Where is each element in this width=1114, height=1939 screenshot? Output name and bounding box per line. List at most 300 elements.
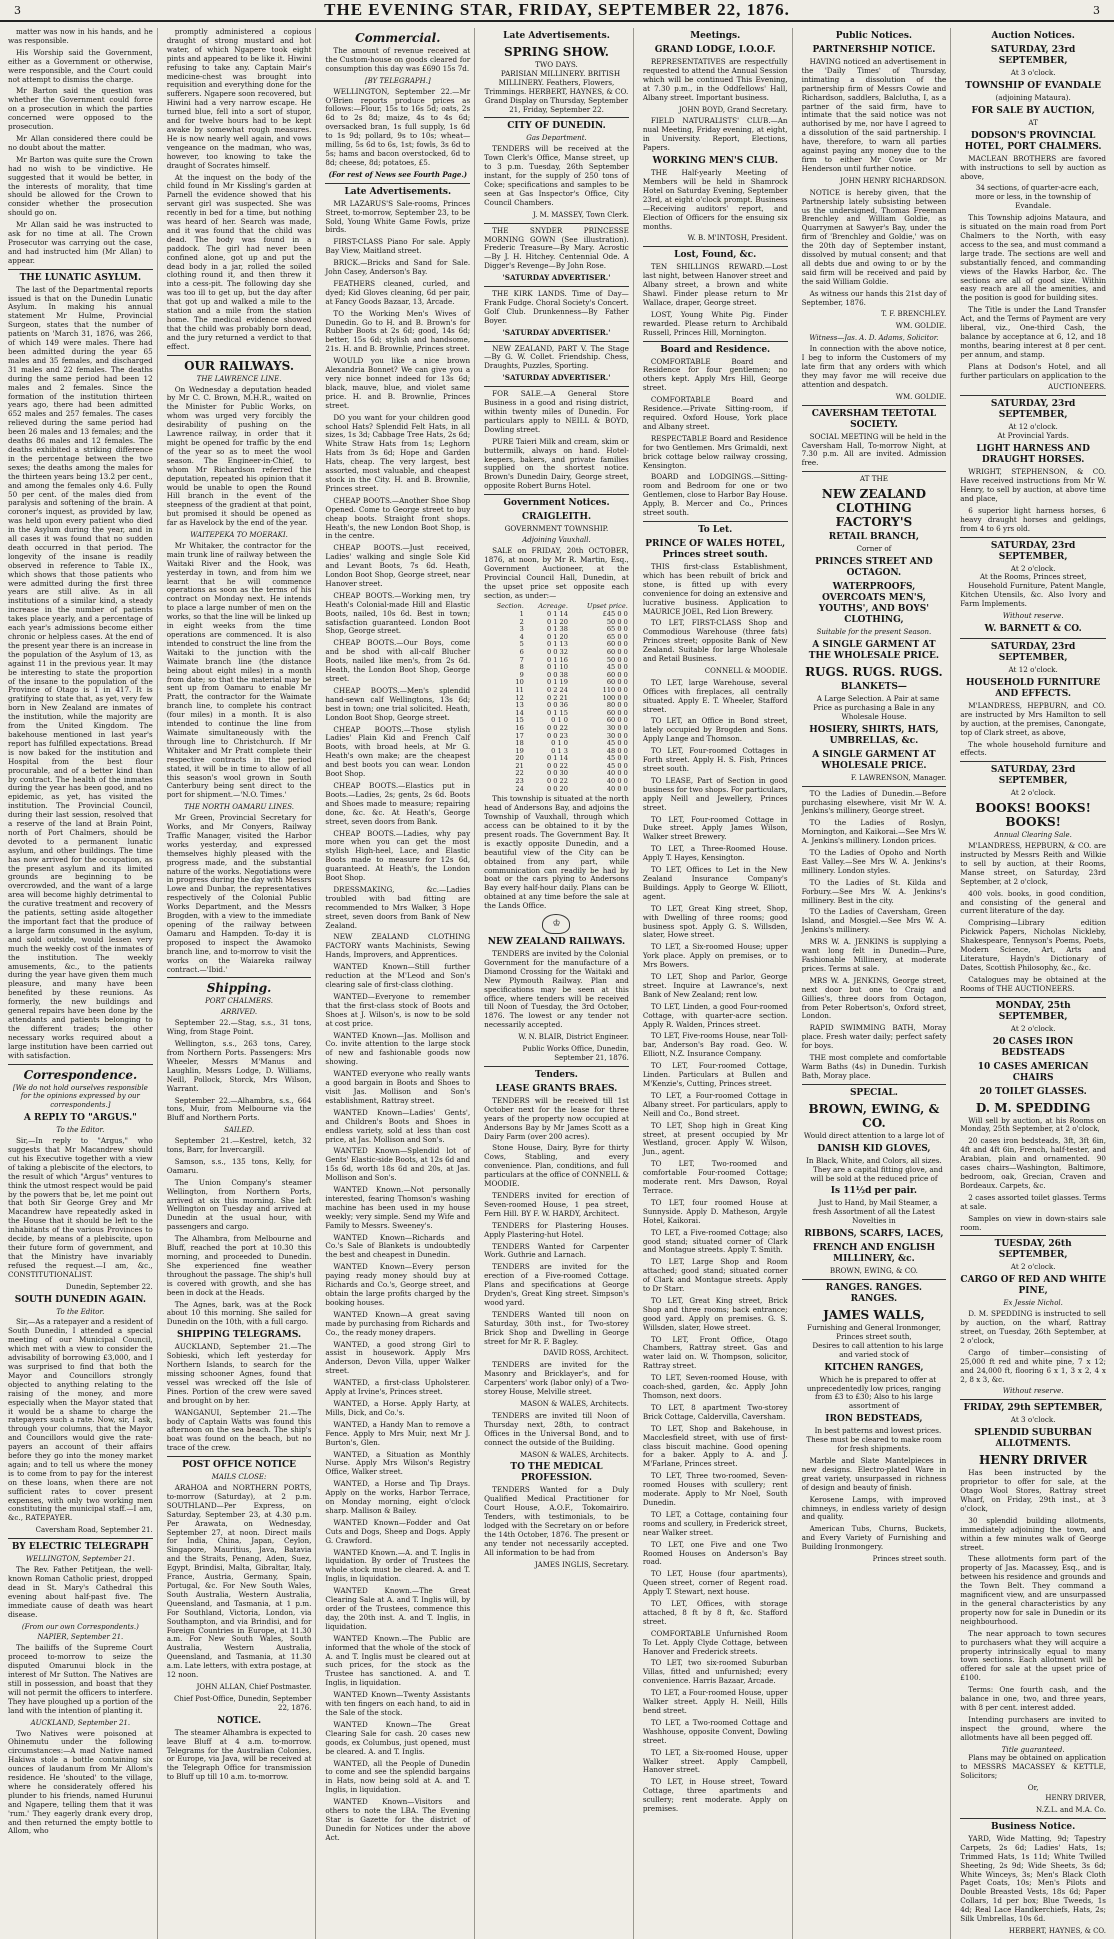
- table-cell: 8: [519, 663, 524, 672]
- subheading: THE LAWRENCE LINE.: [196, 374, 282, 383]
- divider: [8, 1538, 153, 1539]
- ad-time: At 2 o'clock.: [1010, 788, 1056, 798]
- to-let-ad: TO LET, Three two-roomed, Seven-roomed Houses with scullery; rent moderate. Apply to Mr Noel, South Dunedin.: [642, 1471, 788, 1507]
- classified-ad: WANTED, a Horse. Apply Harty, at Mills, Dick, and Co.'s.: [325, 1398, 471, 1417]
- to-let-ad: TO LET, House (four apartments), Queen street, corner of Regent road. Apply T. Stewart, next house.: [642, 1569, 788, 1597]
- table-cell: 23: [515, 777, 524, 786]
- table-cell: 6: [519, 647, 524, 656]
- columns: [4, 27, 1110, 1935]
- ad-text: TENDERS are invited for the Masonry and Bricklayer's, and for Carpenters' work (labor only) of a Two-storey House, Melville street.: [484, 1360, 629, 1397]
- subheading: PORT CHALMERS.: [205, 997, 274, 1006]
- ad-heading: FRENCH AND ENGLISH MILLINERY, &c.: [812, 1243, 936, 1265]
- masthead: [0, 0, 1114, 22]
- divider: [802, 1084, 947, 1085]
- signature: AUCTIONEERS.: [1048, 383, 1106, 392]
- classified-ad: FEATHERS cleaned, curled, and dyed; Kid Gloves cleaning, 6d per pair, at Fancy Goods Bazaar, 13, Arcade.: [325, 278, 471, 306]
- ad-heading: SPECIAL.: [849, 1087, 898, 1098]
- to-let-ad: TO LET, Linden, a good Four-roomed Cottage, with quarter-acre section. Apply R. Walden, Princes street.: [642, 1001, 788, 1029]
- ad-footer: 'SATURDAY ADVERTISER.': [502, 373, 611, 383]
- section-heading: Late Advertisements.: [344, 186, 452, 197]
- table-cell: 40 0 0: [606, 777, 628, 786]
- section-heading: THE LUNATIC ASYLUM.: [19, 272, 142, 283]
- signature: Princes street south.: [872, 1555, 947, 1564]
- classified-ad: WANTED Known—The Great Clearing Sale for cash. 20 cases new goods, ex Columbus, just opened, must be cleared. A. and T. Inglis.: [325, 1719, 471, 1756]
- classified-ad: CHEAP BOOTS.—Working men, try Heath's Colonial-made Hill and Elastic Boots, nailed, 10s 6d. Best in town; satisfaction guaranteed. London Boot Shop, George street.: [325, 590, 471, 636]
- subheading: MAILS CLOSE:: [211, 1473, 267, 1482]
- ad-heading: 20 TOILET GLASSES.: [979, 1086, 1087, 1097]
- signature: DAVID ROSS, Architect.: [543, 1349, 629, 1358]
- paragraph: Sir,—In reply to "Argus," who suggests that Mr Macandrew should cut his Executive together with a view of taking a plebiscite of the electors, to the result of which "Argus" ventures to think the utmost respect would be paid by the powers that be, let me point out that both Sir George Grey and Mr Macandrew have repeatedly asked in the House that it should be left to the inhabitants of the various Provinces to decide, by means of a plebiscite, upon their future form of government, and that the Ministry have invariably refused the request.—I am, &c., CONSTITUTIONALIST.: [8, 1136, 153, 1279]
- ad-time: At 2 o'clock.: [1010, 563, 1056, 573]
- ad-time: At 2 o'clock.: [1010, 1023, 1056, 1033]
- divider: [960, 761, 1106, 762]
- to-let-ad: TO LET, Large Shop and Room attached; good stand; situated corner of Clark and Montague streets. Apply to Dr Starr.: [642, 1257, 788, 1294]
- divider: [325, 183, 470, 184]
- table-cell: 9: [519, 670, 524, 679]
- ad-text: Household Furniture, Patent Mangle, Kitchen Utensils, &c. Also Ivory and Farm Implements.: [960, 581, 1106, 609]
- table-cell: 0 1 19: [546, 678, 568, 687]
- column-1: [4, 28, 158, 1939]
- ad-heading: TOWNSHIP OF EVANDALE: [965, 80, 1101, 91]
- ad-text: Terms: One fourth cash, and the balance in one, two, and three years, with 8 per cent. interest added.: [960, 1685, 1106, 1712]
- ad-text: AT THE: [859, 474, 889, 484]
- section-heading: Shipping.: [206, 981, 272, 996]
- ad-subheading: Gas Department.: [526, 134, 587, 143]
- divider: [484, 341, 629, 342]
- ad-text: SOCIAL MEETING will be held in the Caversham Hall, To-morrow Night, at 7.30 p.m. All are invited. Admission free.: [801, 431, 947, 468]
- ad-heading: CARGO OF RED AND WHITE PINE,: [960, 1275, 1106, 1297]
- to-let-ad: TO LET, Offices to Let in the New Zealand Insurance Company's Buildings. Apply to George W. Elliott, agent.: [642, 865, 788, 901]
- to-let-ad: COMFORTABLE Unfurnished Room To Let. Apply Clyde Cottage, between Hanover and Frederick streets.: [642, 1628, 788, 1656]
- divider: [960, 395, 1106, 396]
- ad-date: FRIDAY, 29th SEPTEMBER,: [963, 1403, 1103, 1414]
- ad-text: The whole household furniture and effects.: [960, 739, 1106, 758]
- ad-text: WRIGHT, STEPHENSON, & CO. Have received instructions from Mr W. Henry, to sell by auction, at above time and place,: [960, 467, 1106, 503]
- ad-text: 20 cases iron bedsteads, 3ft, 3ft 6in, 4ft and 4ft 6in, French, half-tester, and Arabian, plain and ornamented. 90 cases chairs—Washington, Baltimore, bedroom, oak, Grecian, Craven and Bordeaux. Carpets, &c.: [960, 1136, 1106, 1190]
- ad-text: Will sell by auction, at his Rooms on Monday, 25th September, at 2 o'clock,: [960, 1115, 1106, 1134]
- table-cell: 3: [519, 625, 524, 634]
- ad-heading: IRON BEDSTEADS,: [825, 1414, 923, 1425]
- ad-text: Comprising—Library edition Pickwick Papers, Nicholas Nickleby, Shakespeare, Tennyson's Poems, Poets, Modern Science, Art, Arts and Literature, Haydn's Dictionary of Dates, Scottish Philosophy, &c., &c.: [960, 918, 1106, 972]
- to-let-ad: TO LET, a Cottage, containing four rooms and scullery, in Frederick street, near Walker street.: [642, 1509, 788, 1537]
- paragraph: Mr Green, Provincial Secretary for Works, and Mr Conyers, Railway Traffic Manager, visited the Harbor works yesterday, and expressed themselves highly pleased with the progress made, and the substantial nature of the works. Negotiations were in progress during the day with Messrs Lowe and Dunbar, the representatives respectively of the Colonial Public Works Department, and the Messrs Brogden, with a view to the immediate opening of the railway between Oamaru and Hampden. To-day it is proposed to inspect the Awamoko branch line, and to-morrow to visit the works on the Waiareka railway contract.—'Ibid.': [166, 813, 312, 974]
- signature: JAMES INGLIS, Secretary.: [534, 1560, 629, 1569]
- ad-heading: SPLENDID SUBURBAN ALLOTMENTS.: [974, 1428, 1092, 1450]
- paragraph: matter was now in his hands, and he was responsible.: [8, 27, 153, 45]
- signature: F. LAWRENSON, Manager.: [850, 773, 947, 782]
- ad-time: At 12 o'clock.: [1008, 664, 1058, 674]
- classified-ad: WANTED Known—Ladies' Gents', and Children's Boots and Shoes in endless variety, sold at less than cost price, at Jas. Mollison and Son's.: [325, 1107, 471, 1144]
- signature: JOHN ALLAN, Chief Postmaster.: [196, 1682, 312, 1691]
- divider: [484, 223, 629, 224]
- classified-ad: CHEAP BOOTS.—Elastics put in Boots.—Ladies, 2s; gents, 2s 6d. Boots and Shoes made to measure; repairing done, &c. &c. At Heath's, George street, seven doors from Bank.: [325, 780, 471, 826]
- table-cell: 60 0 0: [606, 647, 628, 656]
- section-heading: Commercial.: [355, 31, 441, 45]
- ad-text: In connection with the above notice, I beg to inform the Customers of my late firm that any orders with which they may favor me will receive due attention and despatch.: [801, 344, 947, 389]
- table-cell: 45 0 0: [606, 663, 628, 672]
- classified-ad: FIRST-CLASS Piano For sale. Apply Bay View, Maitland street.: [325, 237, 471, 256]
- to-let-ad: TO LET, Seven-roomed House, with coach-shed, garden, &c. Apply John Thomson, next doors.: [642, 1373, 788, 1400]
- ad-text: TO the Ladies of Caversham, Green Island, and Mosgiel.—See Mrs W. A. Jenkins's millinery.: [801, 907, 947, 935]
- ad-text: Furnishing and General Ironmonger, Princes street south,: [806, 1323, 941, 1341]
- classified-ad: WANTED, all the People of Dunedin to come and see the splendid bargains in Hats, now being sold at A. and T. Inglis, in liquidation.: [325, 1758, 471, 1795]
- ad-text: Samples on view in down-stairs sale room.: [960, 1213, 1106, 1232]
- table-cell: 45 0 0: [606, 761, 628, 770]
- to-let-ad: TO LET, Offices, with storage attached, 8 ft by 8 ft, &c. Stafford street.: [642, 1599, 788, 1626]
- table-cell: 0 0 22: [546, 777, 568, 786]
- classified-ad: WANTED Known—Every person paying ready money should buy at Richards and Co.'s, George street, and obtain the large profits charged by the booking houses.: [325, 1262, 471, 1307]
- ad-location: At Provincial Yards.: [997, 431, 1069, 441]
- ad-text: TO LET, FIRST-CLASS Shop and Commodious Warehouse (three fats) Princes street; opposite Bank of New Zealand. Suitable for large Wholesale and Retail Business.: [642, 618, 788, 664]
- paragraph: Wellington, s.s., 263 tons, Carey, from Northern Ports. Passengers: Mrs Wheeler, Messrs M'Manus and Laughlin, Messrs Lodge, D. Williams, Neill, Pollock, Storck, Mrs Wilson, Warrant.: [166, 1039, 312, 1093]
- divider: [802, 1279, 947, 1280]
- table-body: [484, 611, 629, 793]
- divider: [484, 117, 629, 118]
- ad-text: 6 superior light harness horses, 6 heavy draught horses and geldings, from 4 to 6 yrs old.: [960, 505, 1106, 533]
- classified-ad: DO you want for your children good school Hats? Splendid Felt Hats, in all sizes, 1s 3d; Cabbage Tree Hats, 2s 6d; White Straw Hats from 1s; Leghorn Hats from 3s 6d; Hope and Garden Hats, cheap. The very largest, best assorted, most valuable, and cheapest stock in the City. H. and B. Brownlie, Princes street.: [325, 412, 471, 493]
- letter-date: Dunedin, September 22.: [65, 1282, 153, 1291]
- ad-text: COMFORTABLE Board and Residence for four gentlemen; no others kept. Apply Mrs Hill, George street.: [642, 356, 788, 393]
- ad-heading: KITCHEN RANGES,: [824, 1362, 924, 1373]
- ad-text: Which he is prepared to offer at unprecedentedly low prices, ranging from £3 to £30; Also to his large assortment of: [806, 1374, 941, 1411]
- section-heading: Correspondence.: [23, 1067, 138, 1082]
- paragraph: Sir,—As a ratepayer and a resident of South Dunedin, I attended a special meeting of our Municipal Council, which met with a view to consider the advisability of borrowing £3,000, and I was surprised to find that both the Mayor and Councillors strongly objected to anything relating to the raising of the money, and more especially when the Mayor stated that it would be a shame to charge the ratepayers such a rate. Now, sir, I ask, through your columns, that the Mayor and Councillors would give the rate-payers an account of their affairs before they go into the money market again; and to tell us where the money is to come from to pay for the interest on these loans, when there are not sufficient rates to cover present expenses, with only two working men constituting the municipal staff.—I am, &c., RATEPAYER.: [8, 1317, 153, 1523]
- column-7: [956, 28, 1110, 1939]
- table-cell: 65 0 0: [606, 625, 628, 634]
- signature: JOHN BOYD, Grand Secretary.: [678, 105, 788, 114]
- signature: WM. GOLDIE.: [895, 322, 947, 331]
- divider: [960, 537, 1106, 538]
- signature: W. N. BLAIR, District Engineer.: [518, 1033, 629, 1042]
- section-heading: Auction Notices.: [991, 31, 1075, 41]
- classified-ad: BRICK.—Bricks and Sand for Sale. John Casey, Anderson's Bay.: [325, 258, 471, 277]
- ad-text: PURE Taieri Milk and cream, skim or buttermilk, always on hand. Hotel-keepers, bakers, and private families supplied on the shortest notice. Brown's Dunedin Dairy, George street, opposite Robert Burns Hotel.: [484, 436, 629, 491]
- table-cell: 0 1 20: [546, 617, 568, 626]
- section-heading: Lost, Found, &c.: [674, 250, 757, 261]
- ad-text: TO the Ladies of Roslyn, Mornington, and Kaikorai.—See Mrs W. A. Jenkins's millinery. London prices.: [801, 818, 947, 846]
- classified-ad: WANTED Known—Visitors and others to note the LBA. The Evening Star is Gazette for the district of Dunedin for Notices under the above Act.: [325, 1797, 471, 1842]
- signature: W. B. M'INTOSH, President.: [687, 234, 788, 243]
- ad-heading: TO THE MEDICAL PROFESSION.: [510, 1462, 603, 1484]
- subheading: WAITEPEKA TO MOERAKI.: [190, 531, 288, 540]
- table-header-cell: Section.: [496, 602, 524, 611]
- to-let-ad: TO LET, Shop high in Great King street, at present occupied by Mr Westland, grocer. Apply W. Wilson, Jun., agent.: [642, 1120, 788, 1157]
- divider: [8, 1064, 153, 1065]
- ad-text: TENDERS Wanted for a Duly Qualified Medical Practitioner for Court House, A.O.F., Tokomairiro. Tenders, with testimonials, to be lodged with the Secretary on or before the 14th October, 1876. The present or any tender not necessarily accepted. All information to be had from: [484, 1485, 629, 1557]
- to-let-ad: TO LET, a Six-roomed House; upper York place. Apply on premises, or to Mrs Bowers.: [642, 942, 788, 970]
- ad-text: NOTICE is hereby given, that the Partnership lately subsisting between us the undersigned, Thomas Freeman Brenchley and William Goldie, as Quarrymen at Sawyer's Bay, under the firm of 'Brenchley and Goldie,' was on the 20th day of September instant, dissolved by mutual consent; and that all debts due and owing to or by the said firm will be received and paid by the said William Goldie.: [801, 187, 947, 286]
- ad-date: TUESDAY, 26th SEPTEMBER,: [994, 1239, 1072, 1261]
- ad-heading: WORKING MEN'S CLUB.: [652, 156, 778, 167]
- table-cell: 100 0 0: [602, 693, 628, 702]
- ad-date: SATURDAY, 23rd SEPTEMBER,: [990, 765, 1076, 787]
- table-cell: 0 0 20: [546, 784, 568, 793]
- table-cell: 0 1 13: [546, 640, 568, 649]
- ad-text: Title guaranteed.: [1001, 1744, 1065, 1754]
- table-cell: 80 0 0: [606, 701, 628, 710]
- ad-heading: HOSIERY, SHIRTS, HATS, UMBRELLAS, &c.: [809, 724, 939, 746]
- divider: [960, 1399, 1106, 1400]
- to-let-ad: TO LET, one Five and one Two Roomed Houses on Anderson's Bay road.: [642, 1539, 788, 1567]
- ad-text: In Black, White, and Colors, all sizes.: [806, 1155, 942, 1165]
- to-let-ad: TO LET, a Four-roomed Cottage in Albany street. For particulars, apply to Neill and Co., Bond street.: [642, 1090, 788, 1118]
- paragraph: The last of the Departmental reports issued is that on the Dunedin Lunatic Asylum. In making his annual statement Mr Hulme, Provincial Surgeon, states that the number of patients on 'March 31, 1876, was 266, of which 149 were males. There had been admitted during the year 65 males and 35 females, and discharged 31 males and 22 females. The deaths during the same period had been 12 males and 2 females. Since the formation of the institution thirteen years ago, there had been admitted 652 males and 257 females. The cases relieved during the same period had been 26 males and 13 females; and the deaths 86 males and 12 females. The deaths exhibited a striking difference in the percentage between the two sexes; the deaths among the males for the thirteen years being 13.2 per cent., and among the females only 4.6. Fully 50 per cent. of the males died from paralysis and softening of the brain. A coroner's inquest, as provided by law, was held upon every patient who died in the Asylum during the year, and in all cases it was found that no sudden death occurred in that period. The longevity of the insane is readily observed in reference to Table IX., which shows that those patients who were admitted during the first three years are still alive. As in all institutions of a similar kind, a steady increase in the number of patients takes place yearly, and a percentage of each year's admissions become either chronic or helpless cases. At the end of the present year there is an increase in the population of the Asylum of 13, as against 11 in the previous year. It may be interesting to state the proportion of the insane to the population of the Province of Otago is 1 in 417. It is gratifying to state that, as yet, very few born in New Zealand are inmates of the institution, while the majority are from the United Kingdom. The bakehouse mentioned in last year's report has fulfilled expectations. Bread is now baked for the institution and Hospital from the best flour procurable, and of a better kind than by contract. The health of the inmates during the year has been good, and no epidemic, as yet, has visited the institution. The Provincial Council, during their last session, resolved that a reserve of the land at Brain Point, north of Port Chalmers, should be devoted to a permanent lunatic asylum, and other buildings. The time has now arrived for the occupation, as the present asylum and its limited grounds are beginning to be overcrowded, and the want of a large area will become highly detrimental to the curative treatment and recovery of the patients, setting aside altogether the important fact that the produce of a large farm consumed in the asylum, and sold outside, would lessen very much the weekly cost of the inmates of the institution. The weekly amusements, &c., to the patients during the year have given them much pleasure, and many have been benefited by these reunions. As formerly, the new buildings and general repairs have been done by the attendants and patients belonging to the different trades; the other necessary works required about a large institution have been carried out with satisfaction.: [8, 284, 153, 1060]
- classified-ad: WANTED Known—Jas. Mollison and Co. invite attention to the large stock of new and fashionable goods now showing.: [325, 1030, 471, 1067]
- ad-text: HAVING noticed an advertisement in the 'Daily Times' of Thursday, intimating a dissolution of the partnership firm of Messrs Cowie and Richardson, saddlers, Balclutha, I, as a partner of the said firm, have to intimate that the said notice was not authorised by me, nor have I agreed to a dissolution of the said partnership. I have, therefore, to warn all parties against paying any money due to the firm to either Mr Cowie or Mr Henderson until further notice.: [801, 57, 947, 173]
- section-heading: Late Advertisements.: [503, 31, 610, 41]
- paragraph: The bailiffs of the Supreme Court proceed to-morrow to seize the disputed Omarunui block in the interest of Mr Sutton. The Natives are still in possession, and boast that they will not permit the officers to interfere. They have ploughed up a portion of the land with the intention of planting it.: [8, 1643, 153, 1715]
- divider: [960, 638, 1106, 639]
- table-header-cell: Upset price.: [586, 602, 628, 611]
- ad-price: Is 11½d per pair.: [830, 1186, 918, 1197]
- ad-text: Cargo of timber—consisting of 25,000 ft red and white pine, 7 x 12; and 24,000 ft, flooring 6 x 1, 3 x 2, 4 x 2, 8 x 3, &c.: [960, 1347, 1106, 1384]
- divider: [960, 997, 1106, 998]
- classified-ad: WANTED Known.—The Great Clearing Sale at A. and T. Inglis will, by order of the Trustees, commence this day, the 20th inst. A. and T. Inglis, in liquidation.: [325, 1586, 471, 1631]
- to-let-ad: TO LET, Great King street, Brick Shop and three rooms; back entrance; good yard. Apply on premises. G. S. Willsden, slater, Howe street.: [642, 1295, 788, 1332]
- paragraph: At the inquest on the body of the child found in Mr Kissling's garden at Parnell the evidence showed that his servant girl was suspected. She was recently in bed for a time, but nothing was heard of her. Search was made, and it was found that the child was dead. The body was found in a paddock. The girl had never been confined alone, got up and put the dead body in a jar, rolled the soiled clothing round it, and then threw it into a cess-pit. The following day she was too ill to get up, but the day after that got up and walked a mile to the station and a mile from the station home. The medical evidence showed that the child was probably born dead, and the jury returned a verdict to that effect.: [166, 172, 312, 351]
- subheading: THE NORTH OAMARU LINES.: [184, 803, 295, 812]
- ad-time: At 2 o'clock.: [1010, 1262, 1056, 1272]
- ad-text: Would direct attention to a large lot of: [803, 1130, 945, 1140]
- table-cell: 30 0 0: [606, 731, 628, 740]
- ad-text: THE SNYDER PRINCESSE MORNING GOWN (See illustration). Frederic Treasure—By Mary. Acrostic—By J. H. Hitchey. Centennial Ode. A Digger's Revenge—By John Rose.: [484, 225, 629, 271]
- to-let-ad: TO LEASE, Part of Section in good business for two shops. For particulars, apply Neill and Jewellery, Princes street.: [642, 775, 788, 812]
- classified-ad: DRESSMAKING, &c.—Ladies troubled with bad fitting are recommended to Mrs Walker, 3 Hope street, seven doors from Bank of New Zealand.: [325, 884, 471, 930]
- letter-date: Caversham Road, September 21.: [35, 1526, 153, 1535]
- ad-date: MONDAY, 25th SEPTEMBER,: [995, 1000, 1071, 1022]
- table-cell: 60 0 0: [606, 708, 628, 717]
- sections-table: [484, 603, 629, 793]
- ad-text: THE most complete and comfortable Warm Baths (4s) in Dunedin. Turkish Bath, Moray place.: [801, 1053, 947, 1080]
- table-cell: 21: [515, 761, 524, 770]
- table-cell: 7: [519, 655, 524, 664]
- column-6: [798, 28, 952, 1939]
- table-cell: 0 0 32: [546, 647, 568, 656]
- paragraph: Two Natives were poisoned at Ohinemutu under the following circumstances:—A mad Native named Hakiwa stole a bottle containing six ounces of laudanum from Mr Allom's residence. He 'shouted' to the village, where he considerately offered his plunder to his friends, named Hurunui and Ngapere, telling them that it was 'rum.' They eagerly drank every drop, and then returned the empty bottle to Allom, who: [8, 1728, 153, 1836]
- ad-heading: A SINGLE GARMENT AT WHOLESALE PRICE.: [812, 749, 936, 771]
- ad-text: Without reserve.: [1002, 1386, 1064, 1396]
- ad-subheading: (adjoining Mataura).: [995, 92, 1071, 102]
- divider: [484, 1066, 629, 1067]
- table-cell: 20: [515, 754, 524, 763]
- ad-heading: 10 CASES AMERICAN CHAIRS: [977, 1061, 1089, 1083]
- witness: Witness—Jas. A. D. Adams, Solicitor.: [809, 334, 939, 343]
- to-let-ad: TO LET, Four-roomed Cottages in Forth street. Apply H. S. Fish, Princes street south.: [642, 746, 788, 773]
- classified-ad: CHEAP BOOTS.—Just received, Ladies' walking and single Sole Kid and Levant Boots, 7s 6d. Heath, London Boot Shop, George street, near Hanover street.: [325, 543, 471, 588]
- ad-text: Kerosene Lamps, with improved chimneys, in endless variety of design and quality.: [801, 1494, 947, 1522]
- paragraph: Mr Barton was quite sure the Crown had no wish to be vindictive. He suggested that it would be better, in the interests of morality, that time should be allowed for the Crown to consider whether the prosecution should go on.: [8, 154, 153, 218]
- table-cell: 50 0 0: [606, 617, 628, 626]
- ad-text: PARISIAN MILLINERY. BRITISH MILLINERY. Feathers, Flowers, Trimmings. HERBERT, HAYNES, & CO. Grand Display on Thursday, September 21, Friday, September 22.: [484, 68, 629, 114]
- ad-heading: NEW ZEALAND CLOTHING FACTORY'S: [821, 487, 926, 530]
- column-2: [163, 28, 317, 1939]
- table-cell: 12: [515, 693, 524, 702]
- table-cell: 45 0 0: [606, 739, 628, 748]
- table-cell: 0 0 38: [546, 670, 568, 679]
- ad-text: The Title is under the Land Transfer Act, and the Terms of Payment are very liberal, viz., One-third Cash, the balance by acceptance at 6, 12, and 18 months, bearing interest at 8 per cent. per annum, and stamp.: [960, 305, 1106, 359]
- to-let-ad: TO LET, an Office in Bond street, lately occupied by Brogden and Sons. Apply Lange and Thomson.: [642, 716, 788, 744]
- dateline: WELLINGTON, September 21.: [25, 1555, 135, 1564]
- ad-heading: D. M. SPEDDING: [975, 1100, 1091, 1115]
- ad-text: RESPECTABLE Board and Residence for two Gentlemen. Mrs Grimaldi, next brick cottage below railway crossing, Kensington.: [642, 433, 788, 470]
- signature-date: Public Works Office, Dunedin, September 21, 1876.: [522, 1045, 629, 1062]
- ad-heading: BLANKETS—: [840, 681, 907, 692]
- ad-date: SATURDAY, 23rd SEPTEMBER,: [990, 641, 1076, 663]
- subheading: ARRIVED.: [221, 1008, 258, 1017]
- classified-ad: WANTED Known—Splendid lot of Gents' Elastic-side Boots, at 12s 6d and 15s 6d, worth 18s 6d and 20s, at Jas. Mollison and Son's.: [325, 1146, 471, 1183]
- ad-text: Or,: [1027, 1783, 1039, 1793]
- ad-text: Corner of: [856, 544, 892, 554]
- divider: [8, 269, 153, 270]
- signature: MASON & WALES, Architects.: [520, 1450, 629, 1459]
- to-let-ad: TO LET, Four-roomed Cottage in Duke street. Apply James Wilson, Walker street Brewery.: [642, 814, 788, 842]
- ad-text: As witness our hands this 21st day of September, 1876.: [801, 288, 947, 307]
- ad-text: TENDERS are invited till Noon of Thursday next, 28th, to contract Offices in the Universal Bond, and to connect the outside of the Building.: [484, 1410, 629, 1447]
- table-cell: 18: [515, 739, 524, 748]
- table-cell: 60 0 0: [606, 670, 628, 679]
- ad-text: MACLEAN BROTHERS are favored with instructions to sell by auction as above,: [960, 153, 1106, 181]
- ad-heading: RIBBONS, SCARFS, LACES,: [804, 1229, 944, 1240]
- paragraph: Mr Whitaker, the contractor for the main trunk line of railway between the Waitaki River and the Hook, was yesterday in town, and from him we learnt that he will commence operations as soon as the terms of his contract on Monday next. He intends to place a large number of men on the works, so that the line will be linked up in eight weeks from the time operations are commenced. It is also intended to construct the line from the Waitaki to the junction with the Waimate branch line (the distance being about eight miles) in a month from date; so that the material may be sent up from Oamaru to enable Mr Pratt, the contractor for the Waimate branch line, to complete his contract (four miles) in a month. It is also intended to continue the line from Waimate simultaneously with the through line to Christchurch. If Mr Whitaker and Mr Pratt complete their respective contracts in the period stated, it will be in time to allow of all this season's wool grown in South Canterbury being sent direct to the port for shipment.—'N.O. Times.': [166, 540, 312, 800]
- table-cell: 0 0 23: [546, 731, 568, 740]
- paragraph: September 22.—Stag, s.s., 31 tons, Wing, from Stage Point.: [166, 1018, 312, 1037]
- table-cell: 40 0 0: [606, 769, 628, 778]
- table-cell: 13: [515, 701, 524, 710]
- to-let-ad: TO LET, two six-roomed Suburban Villas, fitted and unfurnished; every convenience. Harris Bazaar, Arcade.: [642, 1658, 788, 1686]
- paragraph: Samson, s.s., 135 tons, Kelly, for Oamaru.: [166, 1156, 312, 1175]
- ad-footer: 'SATURDAY ADVERTISER.': [502, 273, 611, 283]
- to-let-ad: TO LET, Shop and Bakehouse, in Macclesfield street, with use of first-class biscuit machine. Good opening for a baker. Apply to A. and J. M'Farlane, Princes street.: [642, 1423, 788, 1469]
- ad-text: BROWN, EWING, & CO.: [829, 1266, 918, 1276]
- ad-footer: 'SATURDAY ADVERTISER.': [502, 327, 611, 337]
- table-cell: 48 0 0: [606, 746, 628, 755]
- continuation-note: (For rest of News see Fourth Page.): [328, 169, 468, 179]
- to-let-ad: TO LET, Shop and Parlor, George street. Inquire at Lawrance's, next Bank of New Zealand; rent low.: [642, 972, 788, 999]
- table-cell: 19: [515, 746, 524, 755]
- ad-text: RAPID SWIMMING BATH, Moray place. Fresh water daily; perfect safety for boys.: [801, 1023, 947, 1051]
- ad-text: COMFORTABLE Board and Residence.—Private Sitting-room, if required. Oxford House, York place and Albany street.: [642, 395, 788, 431]
- ad-text: Marble and Slate Mantelpieces in new designs. Electro-plated Ware in great variety, unsurpassed in richness of design and beauty of finish.: [801, 1456, 947, 1492]
- column-3: [321, 28, 475, 1939]
- classified-ad: WANTED Known—Fodder and Oat Cuts and Dogs, Sheep and Dogs. Apply G. Crawford.: [325, 1517, 471, 1545]
- paragraph: ARAHOA and NORTHERN PORTS, to-morrow (Saturday), at 2 p.m. SOUTHLAND—Per Express, on Saturday, September 23, at 4.30 p.m. Per Arawata, on Wednesday, September 27, at noon. Direct mails for India, China, Japan, Ceylon, Singapore, Mauritius, Java, Batavia and the Straits, Penang, Aden, Suez, Egypt, Brindisi, Malta, Gibraltar, Italy, France, Austria, Germany, Spain, Portugal, &c. For New South Wales, South Australia, Western Australia, Queensland, and Tasmania, at 1 p.m. For Southland, Victoria, London, via Southampton, and via Brindisi, and for Foreign Countries in Europe, at 11.30 a.m. For New South Wales, South Australia, Western Australia, Queensland, and Tasmania, at 11.30 a.m. Late letters, with extra postage, at 12 noon.: [166, 1483, 312, 1680]
- paragraph: On Wednesday a deputation headed by Mr C. C. Brown, M.H.R., waited on the Minister for Public Works, on whom was urged very forcibly the desirability of pushing on the Lawrence railway, in order that it might be opened for traffic by the end of the year so as to meet the wool season. The Engineer-in-Chief, to whom Mr Richardson referred the deputation, repeated his opinion that it would be unable to open the Round Hill branch in the event of the steepness of the gradient at that point, but promised it should be opened as far as Havelock by the end of the year.: [166, 384, 312, 528]
- divider: [643, 521, 788, 522]
- paragraph: September 21.—Kestrel, ketch, 32 tons, Barr, for Invercargill.: [166, 1136, 312, 1155]
- classified-ad: WANTED, a first-class Upholsterer. Apply at Irvine's, Princes street.: [325, 1378, 471, 1397]
- table-cell: 11: [515, 685, 524, 694]
- divider: [802, 471, 947, 472]
- ad-date: SATURDAY, 23rd SEPTEMBER,: [990, 540, 1076, 562]
- ad-heading: PRINCE OF WALES HOTEL, Princes street south.: [645, 538, 786, 560]
- table-cell: 10: [515, 678, 524, 687]
- table-row: [484, 786, 629, 794]
- signature: CONNELL & MOODIE.: [704, 666, 788, 675]
- ad-subheading: Ex Jessie Nichol.: [1003, 1299, 1063, 1308]
- ad-text: TENDERS for Plastering Houses. Apply Plastering-hut Hotel.: [484, 1220, 629, 1239]
- ad-heading: LIGHT HARNESS AND DRAUGHT HORSES.: [976, 444, 1090, 466]
- ad-text: LOST, Young White Pig. Finder rewarded. Please return to Archibald Russell, Princes Hill, Mornington.: [642, 309, 788, 337]
- to-let-ad: TO LET, in House street, Toward Cottage, three apartments and scullery; rent moderate. Apply on premises.: [642, 1777, 788, 1814]
- ad-text: THIS first-class Establishment, which has been rebuilt of brick and stone, is fitted up with every convenience for doing an extensive and lucrative business. Application to MAURICE JOEL, Red Lion Brewery.: [642, 561, 788, 616]
- classified-ad: WANTED, a Horse and Tip Drays. Apply on the works, Harbor Terrace, on Monday morning, eight o'clock sharp. Mallison & Bailey.: [325, 1479, 471, 1515]
- ad-heading: WATERPROOFS, OVERCOATS MEN'S, YOUTHS', AND BOYS' CLOTHING,: [818, 582, 930, 626]
- letter-heading: A REPLY TO "ARGUS.": [23, 1113, 137, 1124]
- signature: N.Z.L. and M.A. Co.: [1036, 1806, 1106, 1814]
- ad-heading: HOUSEHOLD FURNITURE AND EFFECTS.: [966, 677, 1101, 699]
- section-heading: OUR RAILWAYS.: [184, 358, 295, 373]
- page-number: 3: [14, 3, 21, 17]
- to-let-ad: TO LET, a Five-roomed Cottage; also good stand; situated corner of Clark and Montague streets. Apply T. Smith.: [642, 1227, 788, 1255]
- ad-text: Desires to call attention to his large and varied stock of: [812, 1340, 944, 1359]
- section-heading: SHIPPING TELEGRAMS.: [176, 1330, 302, 1341]
- ad-text: TENDERS are invited for the erection of a Five-roomed Cottage. Plans and specifications at George Dryden's, Great King street. Simpson's wood yard.: [484, 1262, 629, 1307]
- ad-text: M'LANDRESS, HEPBURN, and CO. are instructed by Mrs Hamilton to sell by auction, at the premises, Canongate, top of Clark street, as above,: [960, 700, 1106, 737]
- table-cell: 0 0 22: [546, 723, 568, 732]
- classified-ad: WANTED Known—Still further reduction at the M'Leod and Son's clearing sale of first-class clothing.: [325, 962, 471, 989]
- classified-ad: WANTED—Everyone to remember that the first-class stock of Boots and Shoes at J. Wilson's, is now to be sold at cost price.: [325, 991, 471, 1028]
- ad-text: MRS W. A. JENKINS is supplying a want long felt in Dunedin—Pure, Fashionable Millinery, at moderate prices. Terms at sale.: [801, 937, 947, 973]
- ad-text: M'LANDRESS, HEPBURN, & CO. are instructed by Messrs Reith and Wilkie to sell by auction, at their Rooms, Manse street, on Saturday, 23rd September, at 2 o'clock,: [960, 841, 1106, 886]
- classified-ad: CHEAP BOOTS.—Men's splendid hand-sewn calf Wellingtons, 13s 6d; best in town; one trial solicited. Heath, London Boot Shop, George street.: [325, 685, 471, 722]
- section-heading: To Let.: [698, 524, 733, 535]
- ad-text: Stone House, Dairy, Byre for thirty Cows, Stabling, and every convenience. Plan, conditions, and full particulars at the office of CONNELL & MOODIE.: [484, 1143, 629, 1189]
- table-cell: 0 0 30: [546, 769, 568, 778]
- ad-text: In best patterns and lowest prices. These must be cleared to make room for fresh shipments.: [806, 1426, 942, 1454]
- table-cell: 45 0 0: [606, 754, 628, 763]
- paragraph: The steamer Alhambra is expected to leave Bluff at 4 a.m. to-morrow. Telegrams for the Australian Colonies, or Europe, via Java, will be received at the Telegraph Office for transmission to Bluff up till 10 a.m. to-morrow.: [166, 1727, 312, 1782]
- ad-heading: HENRY DRIVER: [979, 1453, 1088, 1468]
- paragraph: WANGANUI, September 21.—The body of Captain Watts was found this afternoon on the sea beach. The ship's boat was found on the beach, but no trace of the crew.: [166, 1407, 312, 1453]
- classified-ad: WANTED Known—Richards and Co.'s Sale of Blankets is undoubtedly the best and cheapest in Dunedin.: [325, 1232, 471, 1260]
- table-cell: £45 0 0: [602, 610, 628, 618]
- ad-text: 34 sections, of quarter-acre each, more or less, in the township of Evandale.: [975, 183, 1099, 211]
- divider: [960, 1818, 1106, 1819]
- to-let-ad: TO LET, Four-roomed Cottage, Linden. Particulars at Bullen and M'Kenzie's, Cutting, Princes street.: [642, 1061, 788, 1088]
- classified-ad: WANTED everyone who really wants a good bargain in Boots and Shoes to visit Jas. Mollison and Son's establishment, Rattray street.: [325, 1069, 471, 1105]
- section-heading: BY ELECTRIC TELEGRAPH: [11, 1542, 149, 1553]
- ad-text: TENDERS are invited by the Colonial Government for the manufacture of a Diamond Crossing for the Waitaki and New Plymouth Railway. Plan and specifications may be seen at this office, where tenders will be received till Noon of Tuesday, the 3rd October, 1876. The lowest or any tender not necessarily accepted.: [484, 949, 629, 1030]
- ad-text: This Township adjoins Mataura, and is situated on the main road from Port Chalmers to the North, with easy access to the sea, and must command a large trade. The sections are well and substantially fenced, and commanding views of the Hawks Harbor, &c. The sections are all of good size. Within easy reach are all the amenities, and the position is good for building sites.: [960, 213, 1106, 303]
- ad-location: At the Rooms, Princes street,: [979, 572, 1087, 582]
- ad-text: TO the Ladies of Dunedin.—Before purchasing elsewhere, visit Mr W. A. Jenkins's millinery, George street.: [801, 788, 947, 816]
- ad-text: TENDERS invited for erection of Seven-roomed House, 1 pea street, Fern Hill. BY F. W. HARDY, Architect.: [484, 1190, 629, 1218]
- ad-heading: CAVERSHAM TEETOTAL SOCIETY.: [811, 408, 937, 430]
- signature: JOHN HENRY RICHARDSON.: [840, 176, 947, 185]
- table-cell: 22: [515, 769, 524, 778]
- table-cell: 0 1 14: [546, 610, 568, 618]
- signature: WM. GOLDIE.: [895, 392, 947, 401]
- table-cell: 0 1 0: [551, 739, 568, 748]
- signature-date: Chief Post-Office, Dunedin, September 22, 1876.: [174, 1694, 312, 1712]
- classified-ads-list: [325, 200, 470, 1843]
- ad-text: American Tubs, Churns, Buckets, and Every Variety of Furnishing and Building Ironmongery.: [801, 1524, 947, 1552]
- classified-ad: WANTED, a Handy Man to remove a Fence. Apply to Mrs Muir, next Mr J. Burton's, Glen.: [325, 1419, 471, 1447]
- to-let-ad: TO LET, Great King street, Shop, with Dwelling of three rooms; good business spot. Apply G. S. Willsden, slater, Howe street.: [642, 903, 788, 940]
- classified-ad: WANTED, a good strong Girl to assist in housework. Apply Mrs Anderson, Devon Villa, upper Walker street.: [325, 1339, 471, 1376]
- classified-ad: CHEAP BOOTS.—Our Boys, come and be shod with all-calf Blucher Boots, nailed like men's, from 2s 6d. Heath, the London Boot Shop, George street.: [325, 638, 471, 683]
- ad-heading: PARTNERSHIP NOTICE.: [812, 45, 936, 55]
- table-cell: 17: [515, 731, 524, 740]
- to-let-ad: TO LET, four roomed House at Sunnyside. Apply D. Matheson, Argyle Hotel, Kaikorai.: [642, 1197, 788, 1225]
- paragraph: The amount of revenue received at the Custom-house on goods cleared for consumption this day was £690 15s 7d.: [325, 46, 471, 73]
- ad-heading: RANGES. RANGES. RANGES.: [825, 1283, 923, 1305]
- ad-heading: 20 CASES IRON BEDSTEADS: [992, 1036, 1074, 1058]
- ad-text: They are a capital fitting glove, and will be sold at the reduced price of: [810, 1164, 943, 1183]
- table-cell: 0 0 22: [546, 761, 568, 770]
- classified-ad: WANTED Known.—The Public are informed that the whole of the stock of A. and T. Inglis must be cleared out at such prices, for the stock as the Trustee has sanctioned. A. and T. Inglis, in liquidation.: [325, 1633, 471, 1688]
- table-cell: 110 0 0: [602, 685, 628, 694]
